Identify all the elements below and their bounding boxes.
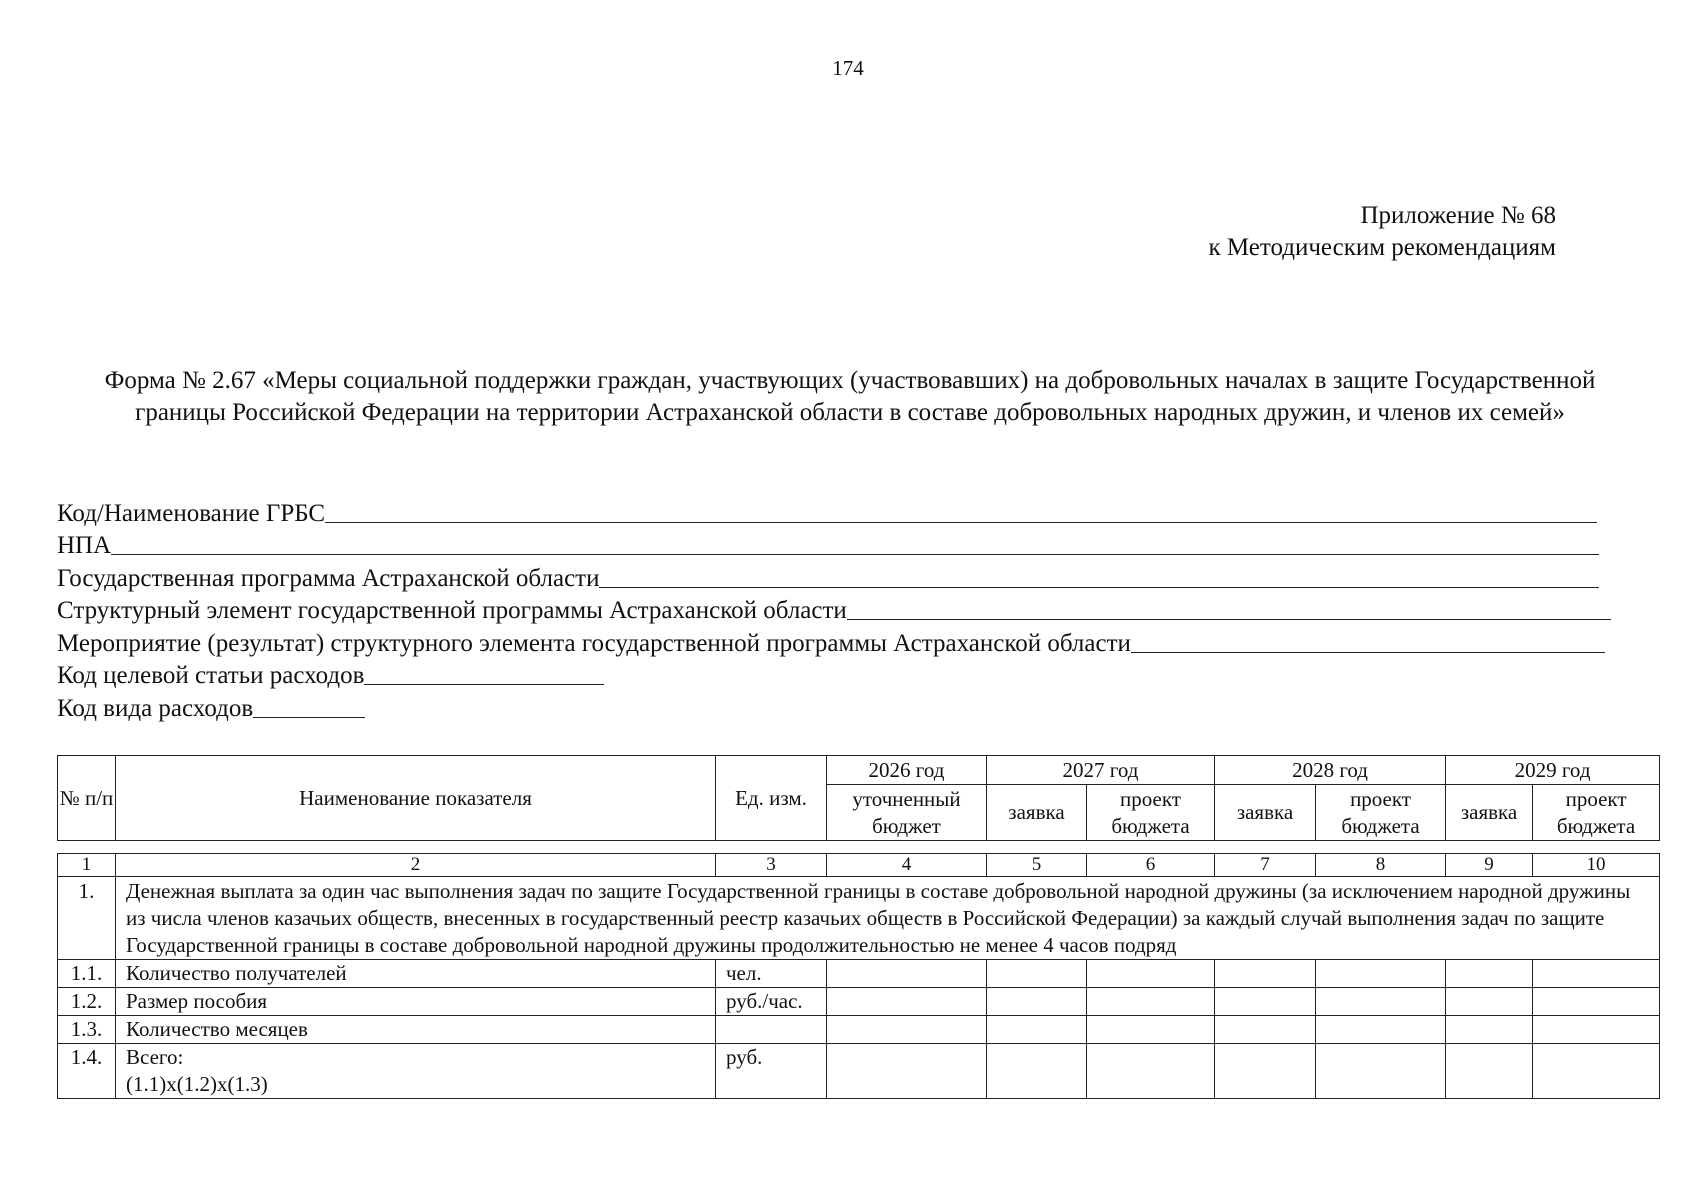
table-cell[interactable] bbox=[987, 1016, 1087, 1044]
field-expense-type bbox=[57, 690, 1647, 723]
table-row bbox=[58, 1016, 1660, 1044]
table-row bbox=[58, 1044, 1660, 1099]
field-program-blank[interactable] bbox=[599, 565, 1599, 588]
field-npa-label: НПА bbox=[57, 532, 112, 559]
field-grbs-label: Код/Наименование ГРБС bbox=[57, 499, 326, 527]
table-cell[interactable] bbox=[1533, 988, 1660, 1016]
page-number: 174 bbox=[832, 56, 864, 80]
header-2027-request: заявка bbox=[987, 785, 1087, 841]
column-number: 2 bbox=[116, 854, 716, 877]
table-cell[interactable] bbox=[1316, 988, 1446, 1016]
field-structural-element bbox=[57, 593, 1647, 626]
row-name-line-1: Всего: bbox=[126, 1045, 184, 1069]
appendix-line-2: к Методическим рекомендациям bbox=[1208, 234, 1556, 261]
row-num: 1.2. bbox=[58, 988, 116, 1016]
column-number: 7 bbox=[1215, 854, 1316, 877]
table-cell[interactable] bbox=[827, 1044, 987, 1099]
header-num: № п/п bbox=[58, 756, 116, 841]
table-cell[interactable] bbox=[1316, 1044, 1446, 1099]
form-fields bbox=[57, 495, 1647, 723]
header-2026-refined-budget: уточненный бюджет bbox=[827, 785, 987, 841]
table-cell[interactable] bbox=[1446, 1016, 1533, 1044]
section-row bbox=[58, 877, 1660, 960]
column-number: 4 bbox=[827, 854, 987, 877]
table-cell[interactable] bbox=[1446, 960, 1533, 988]
field-expense-type-blank[interactable] bbox=[253, 695, 365, 718]
table-cell[interactable] bbox=[1446, 988, 1533, 1016]
table-cell[interactable] bbox=[1087, 988, 1215, 1016]
table-row bbox=[58, 960, 1660, 988]
table-cell[interactable] bbox=[1087, 960, 1215, 988]
column-number: 10 bbox=[1533, 854, 1660, 877]
table-cell[interactable] bbox=[1215, 960, 1316, 988]
row-name: Количество месяцев bbox=[116, 1016, 716, 1044]
table-cell[interactable] bbox=[1446, 1044, 1533, 1099]
table-cell[interactable] bbox=[987, 960, 1087, 988]
section-text: Денежная выплата за один час выполнения задач по защите Государственной границы в составе добровольной народной дружины (за исключением народной дружины из числа членов казачьих обществ, внесенных в государственный реестр казачьих обществ в Российской Федерации) за каждый случай выполнения задач по защите Государственной границы в составе добровольной народной дружины продолжительностью не менее 4 часов подряд bbox=[116, 877, 1660, 960]
table-cell[interactable] bbox=[827, 960, 987, 988]
column-number: 6 bbox=[1087, 854, 1215, 877]
row-num: 1.4. bbox=[58, 1044, 116, 1099]
field-target-code-label: Код целевой статьи расходов bbox=[57, 662, 365, 689]
form-title: Форма № 2.67 «Меры социальной поддержки граждан, участвующих (участвовавших) на добровольных началах в защите Государственной границы Российской Федерации на территории Астраханской области в составе добровольных народных дружин, и членов их семей» bbox=[104, 367, 1596, 426]
table-cell[interactable] bbox=[1533, 960, 1660, 988]
header-year-2029: 2029 год bbox=[1446, 756, 1660, 785]
field-program-label: Государственная программа Астраханской области bbox=[57, 564, 600, 592]
row-name-line-2: (1.1)х(1.2)х(1.3) bbox=[126, 1072, 268, 1096]
table-cell[interactable] bbox=[987, 1044, 1087, 1099]
appendix-line-1: Приложение № 68 bbox=[1360, 202, 1556, 229]
table-row bbox=[58, 988, 1660, 1016]
column-number: 9 bbox=[1446, 854, 1533, 877]
table-cell[interactable] bbox=[1533, 1044, 1660, 1099]
table-cell[interactable] bbox=[1316, 1016, 1446, 1044]
header-2028-draft-budget: проект бюджета bbox=[1316, 785, 1446, 841]
field-grbs-blank[interactable] bbox=[325, 500, 1597, 523]
table-cell[interactable] bbox=[1215, 1016, 1316, 1044]
row-name bbox=[116, 1044, 716, 1099]
row-unit bbox=[716, 1016, 827, 1044]
field-npa bbox=[57, 528, 1647, 561]
field-target-code-blank[interactable] bbox=[364, 662, 604, 685]
header-2029-request: заявка bbox=[1446, 785, 1533, 841]
column-number: 5 bbox=[987, 854, 1087, 877]
table-cell[interactable] bbox=[827, 988, 987, 1016]
field-npa-blank[interactable] bbox=[111, 532, 1599, 555]
header-unit: Ед. изм. bbox=[716, 756, 827, 841]
table-cell[interactable] bbox=[827, 1016, 987, 1044]
header-2029-draft-budget: проект бюджета bbox=[1533, 785, 1660, 841]
column-number: 3 bbox=[716, 854, 827, 877]
header-name: Наименование показателя bbox=[116, 756, 716, 841]
table-cell[interactable] bbox=[1316, 960, 1446, 988]
row-unit: руб./час. bbox=[716, 988, 827, 1016]
table-header bbox=[57, 755, 1660, 841]
row-unit: чел. bbox=[716, 960, 827, 988]
row-name: Размер пособия bbox=[116, 988, 716, 1016]
row-num: 1.1. bbox=[58, 960, 116, 988]
column-numbers-row bbox=[58, 854, 1660, 877]
field-structural-element-label: Структурный элемент государственной программы Астраханской области bbox=[57, 597, 847, 624]
field-expense-type-label: Код вида расходов bbox=[57, 694, 254, 722]
column-number: 8 bbox=[1316, 854, 1446, 877]
field-measure-blank[interactable] bbox=[1131, 630, 1605, 653]
header-year-2028: 2028 год bbox=[1215, 756, 1446, 785]
field-target-code bbox=[57, 658, 1647, 691]
section-num: 1. bbox=[58, 877, 116, 960]
header-2027-draft-budget: проект бюджета bbox=[1087, 785, 1215, 841]
header-year-2027: 2027 год bbox=[987, 756, 1215, 785]
table-cell[interactable] bbox=[1087, 1044, 1215, 1099]
table-body bbox=[57, 853, 1660, 1099]
table-cell[interactable] bbox=[987, 988, 1087, 1016]
field-grbs bbox=[57, 495, 1647, 528]
header-2028-request: заявка bbox=[1215, 785, 1316, 841]
table-cell[interactable] bbox=[1215, 1044, 1316, 1099]
row-name: Количество получателей bbox=[116, 960, 716, 988]
row-unit: руб. bbox=[716, 1044, 827, 1099]
row-num: 1.3. bbox=[58, 1016, 116, 1044]
field-program bbox=[57, 560, 1647, 593]
column-number: 1 bbox=[58, 854, 116, 877]
appendix-note bbox=[1208, 200, 1556, 264]
table-cell[interactable] bbox=[1087, 1016, 1215, 1044]
field-measure-label: Мероприятие (результат) структурного элемента государственной программы Астраханской области bbox=[57, 629, 1131, 657]
field-structural-element-blank[interactable] bbox=[847, 597, 1611, 620]
field-measure bbox=[57, 625, 1647, 658]
table-cell[interactable] bbox=[1533, 1016, 1660, 1044]
table-cell[interactable] bbox=[1215, 988, 1316, 1016]
header-year-2026: 2026 год bbox=[827, 756, 987, 785]
